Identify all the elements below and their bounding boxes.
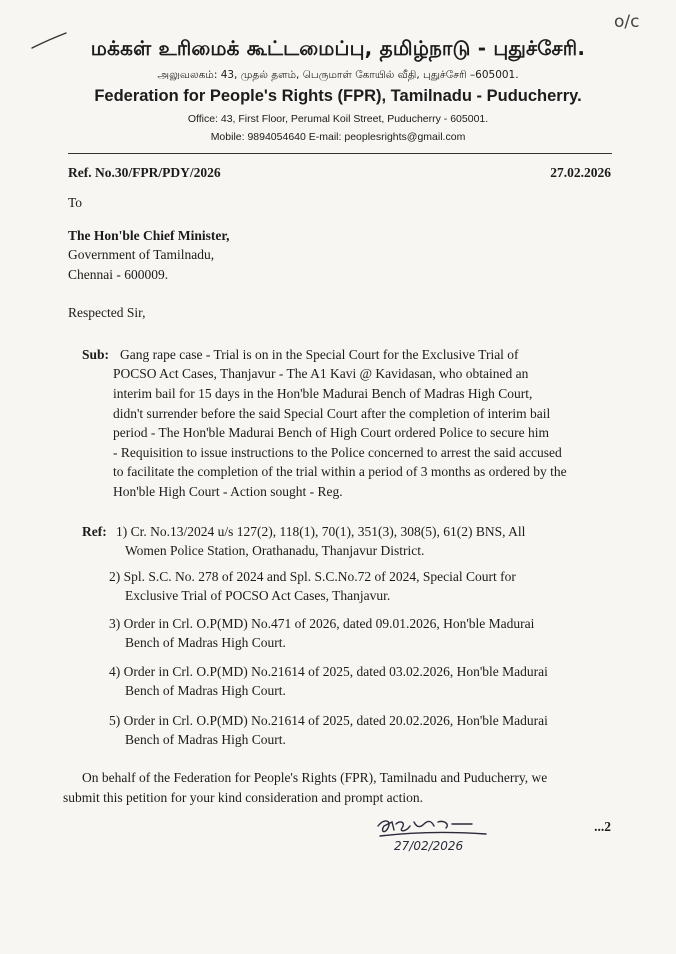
recipient-line: Government of Tamilnadu, [68, 247, 215, 262]
subject-line: Gang rape case - Trial is on in the Special Court for the Exclusive Trial of [120, 347, 519, 362]
letterhead-divider [68, 153, 612, 154]
reference-item: 5) Order in Crl. O.P(MD) No.21614 of 2025, dated 20.02.2026, Hon'ble Madurai [109, 713, 548, 728]
closing-line: On behalf of the Federation for People's Rights (FPR), Tamilnadu and Puducherry, we [82, 770, 548, 785]
subject-line: - Requisition to issue instructions to the Police concerned to arrest the said accused [113, 445, 562, 460]
signature-date: 27/02/2026 [394, 839, 464, 853]
recipient-line: Chennai - 600009. [68, 267, 169, 282]
reference-item-continuation: Bench of Madras High Court. [125, 732, 286, 747]
subject-line: POCSO Act Cases, Thanjavur - The A1 Kavi @ Kavidasan, who obtained an [113, 366, 529, 381]
subject-line: Hon'ble High Court - Action sought - Reg. [113, 484, 343, 499]
reference-item: 3) Order in Crl. O.P(MD) No.471 of 2026, dated 09.01.2026, Hon'ble Madurai [109, 616, 535, 631]
org-name-tamil: மக்கள் உரிமைக் கூட்டமைப்பு, தமிழ்நாடு - புதுச்சேரி. [90, 36, 586, 60]
reference-item-continuation: Bench of Madras High Court. [125, 683, 286, 698]
subject-line: to facilitate the completion of the trial within a period of 3 months as ordered by the [113, 464, 567, 479]
org-name-english: Federation for People's Rights (FPR), Tamilnadu - Puducherry. [94, 87, 582, 105]
page-continuation: ...2 [594, 819, 611, 834]
recipient-title: The Hon'ble Chief Minister, [68, 228, 230, 243]
office-address: Office: 43, First Floor, Perumal Koil Street, Puducherry - 605001. [187, 113, 489, 125]
reference-item: 4) Order in Crl. O.P(MD) No.21614 of 2025, dated 03.02.2026, Hon'ble Madurai [109, 664, 548, 679]
subject-line: didn't surrender before the said Special Court after the completion of interim bail [113, 406, 551, 421]
handwritten-signature [360, 812, 500, 858]
reference-number: Ref. No.30/FPR/PDY/2026 [68, 165, 221, 180]
to-label: To [68, 195, 83, 210]
salutation: Respected Sir, [68, 305, 146, 320]
closing-line: submit this petition for your kind consideration and prompt action. [63, 790, 423, 805]
reference-item-continuation: Women Police Station, Orathanadu, Thanjavur District. [125, 543, 425, 558]
letter-date: 27.02.2026 [550, 165, 611, 180]
margin-note: o/c [614, 12, 640, 32]
reference-item-continuation: Exclusive Trial of POCSO Act Cases, Thanjavur. [125, 588, 391, 603]
reference-item: 1) Cr. No.13/2024 u/s 127(2), 118(1), 70(1), 351(3), 308(5), 61(2) BNS, All [116, 524, 526, 539]
address-tamil: அலுவலகம்: 43, முதல் தளம், பெருமாள் கோயில் வீதி, புதுச்சேரி –605001. [157, 69, 519, 81]
contact-details: Mobile: 9894054640 E-mail: peoplesrights@gmail.com [210, 131, 466, 143]
reference-item-continuation: Bench of Madras High Court. [125, 635, 286, 650]
reference-item: 2) Spl. S.C. No. 278 of 2024 and Spl. S.C.No.72 of 2024, Special Court for [109, 569, 516, 584]
subject-line: interim bail for 15 days in the Hon'ble Madurai Bench of Madras High Court, [113, 386, 533, 401]
subject-line: period - The Hon'ble Madurai Bench of High Court ordered Police to secure him [113, 425, 549, 440]
references-label: Ref: [82, 524, 107, 539]
subject-label: Sub: [82, 347, 110, 362]
